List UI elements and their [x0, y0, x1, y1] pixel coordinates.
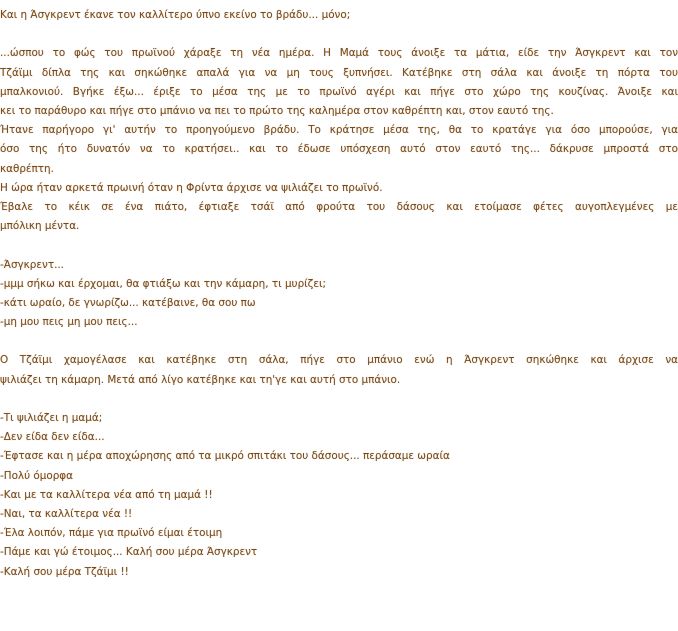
paragraph-breakfast — [0, 198, 678, 236]
paragraph-line: ψιλιάζει τη κάμαρη. Μετά από λίγο κατέβηκε και τη'γε και αυτή στο μπάνιο. — [0, 373, 401, 386]
paragraph-line: Ο Τζάϊμι χαμογέλασε και κατέβηκε στη σάλα, πήγε στο μπάνιο ενώ η Άσγκρεντ σηκώθηκε και άρχισε να — [0, 354, 678, 367]
paragraph-line: καθρέπτη. — [0, 162, 54, 175]
paragraph-line: μπαλκονιού. Βγήκε έξω... έριξε το μέσα της με το πρωϊνό αγέρι και πήγε στο χώρο της κουζίνας. Άνοιξε και — [0, 85, 678, 98]
paragraph-line: όσο της ήτο δυνατόν να το κρατήσει.. και το έδωσε υπόσχεση αυτό στον εαυτό της... δάκρυσε μπροστά στο — [0, 143, 678, 156]
dialogue-line: -Έλα λοιπόν, πάμε για πρωϊνό είμαι έτοιμη — [0, 527, 223, 540]
dialogue-line: -μμμ σήκω και έρχομαι, θα φτιάξω και την κάμαρη, τι μυρίζει; — [0, 277, 326, 290]
paragraph-line: κει το παράθυρο και πήγε στο μπάνιο να πει το πρώτο της καλημέρα στον καθρέπτη και, στον εαυτό της. — [0, 104, 554, 117]
dialogue-line: -Καλή σου μέρα Τζάϊμι !! — [0, 565, 129, 578]
dialogue-line: -Πάμε και γώ έτοιμος... Καλή σου μέρα Άσγκρεντ — [0, 546, 258, 559]
blank-line — [0, 390, 678, 409]
dialogue-line: -Τι ψιλιάζει η μαμά; — [0, 412, 103, 425]
dialogue-first — [0, 256, 678, 333]
dialogue-line: -κάτι ωραίο, δε γνωρίζω... κατέβαινε, θα σου πω — [0, 296, 256, 309]
blank-line — [0, 25, 678, 44]
blank-line — [0, 332, 678, 351]
dialogue-line: -Ναι, τα καλλίτερα νέα !! — [0, 507, 133, 520]
story-morning-line: Η ώρα ήταν αρκετά πρωινή όταν η Φρίντα άρχισε να ψιλιάζει το πρωϊνό. — [0, 181, 383, 194]
paragraph-jaimie — [0, 351, 678, 389]
dialogue-line: -Άσγκρεντ... — [0, 258, 64, 271]
dialogue-second — [0, 409, 678, 582]
paragraph-line: Ήτανε παρήγορο γι' αυτήν το προηγούμενο βράδυ. Το κράτησε μέσα της, θα το κρατάγε για όσο μπορούσε, για — [0, 124, 678, 137]
dialogue-line: -μη μου πεις μη μου πεις... — [0, 316, 138, 329]
paragraph-line: μπόλικη μέντα. — [0, 220, 80, 233]
paragraph-morning-mother — [0, 44, 678, 121]
dialogue-line: -Πολύ όμορφα — [0, 469, 74, 482]
paragraph-line: Τζάϊμι δίπλα της και σηκώθηκε απαλά για να μη τους ξυπνήσει. Κατέβηκε στη σάλα και άνοιξε τη πόρτα του — [0, 66, 678, 79]
paragraph-previous-night — [0, 121, 678, 179]
dialogue-line: -Έφτασε και η μέρα αποχώρησης από τα μικρό σπιτάκι του δάσους... περάσαμε ωραία — [0, 450, 450, 463]
story-opening-line: Και η Άσγκρεντ έκανε τον καλλίτερο ύπνο εκείνο το βράδυ... μόνο; — [0, 9, 351, 21]
blank-line — [0, 236, 678, 255]
paragraph-line: Έβαλε το κέικ σε ένα πιάτο, έφτιαξε τσάϊ από φρούτα του δάσους και ετοίμασε φέτες αυγοπλεγμένες με — [0, 200, 678, 213]
paragraph-line: ...ώσπου το φώς του πρωϊνού χάραξε τη νέα ημέρα. Η Μαμά τους άνοιξε τα μάτια, είδε την Άσγκρεντ και τον — [0, 47, 678, 60]
dialogue-line: -Και με τα καλλίτερα νέα από τη μαμά !! — [0, 488, 213, 501]
dialogue-line: -Δεν είδα δεν είδα... — [0, 431, 105, 444]
